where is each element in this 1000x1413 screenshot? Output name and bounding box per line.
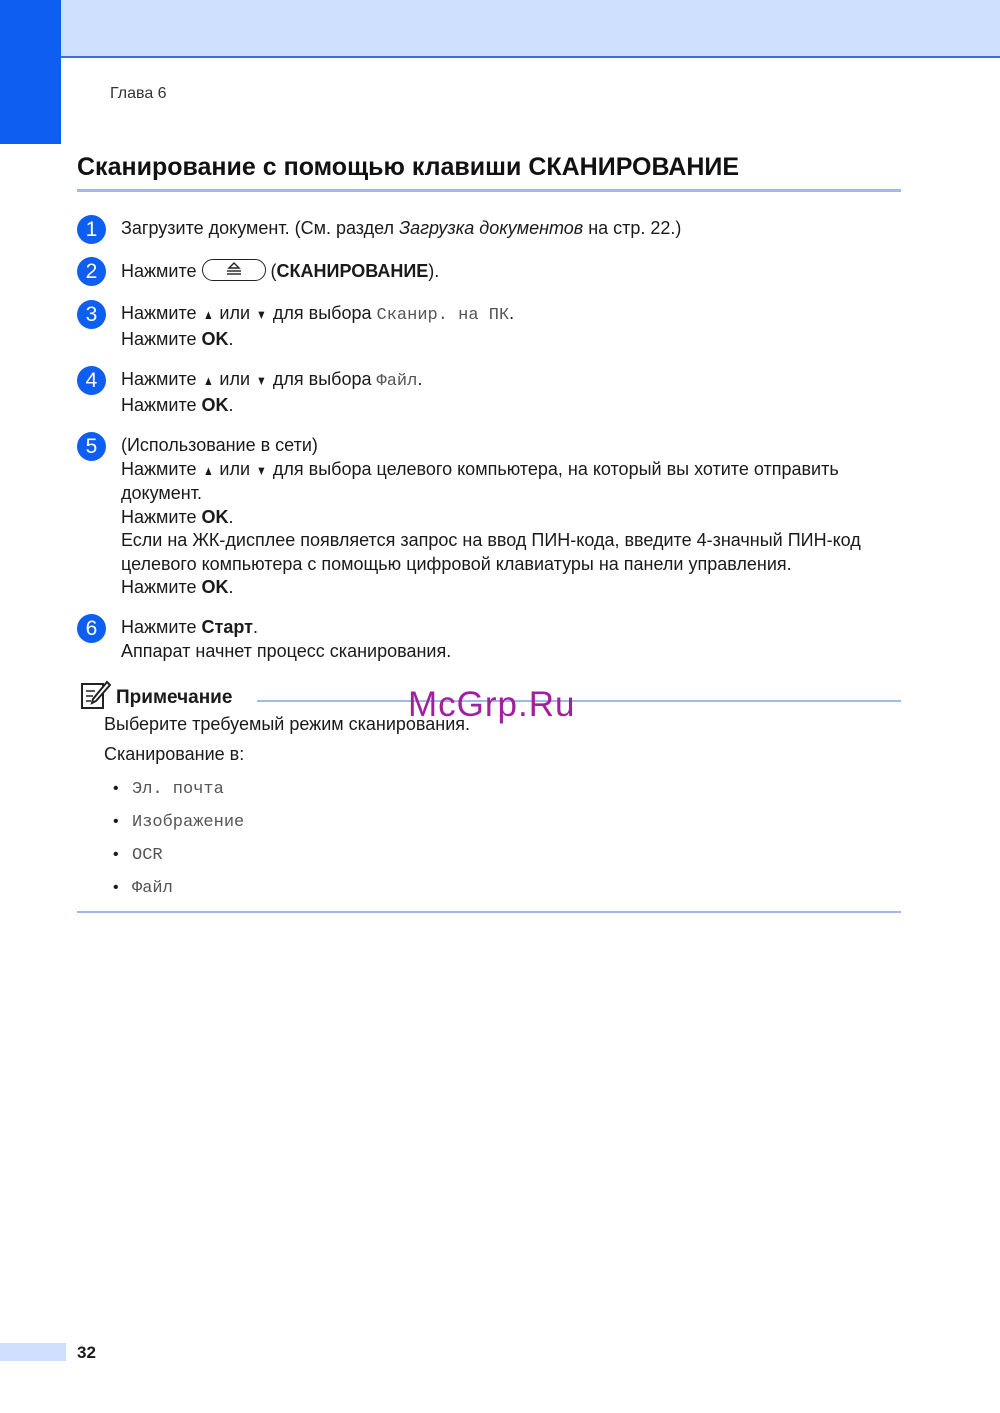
key-label: СКАНИРОВАНИЕ xyxy=(276,261,429,281)
step-text: Нажмите xyxy=(121,577,202,597)
step-number: 4 xyxy=(77,366,106,395)
step-text: Нажмите xyxy=(121,369,202,389)
step-text: для выбора xyxy=(267,369,377,389)
list-item xyxy=(113,879,173,898)
step-text: Нажмите xyxy=(121,261,202,281)
step-text: для выбора xyxy=(267,303,377,323)
bullet: • xyxy=(113,879,119,896)
step-6 xyxy=(77,616,901,663)
punctuation: . xyxy=(252,617,258,637)
step-text: Нажмите xyxy=(121,303,202,323)
list-item xyxy=(113,813,244,832)
scan-key-icon xyxy=(202,259,266,281)
step-2: 2 Нажмите (СКАНИРОВАНИЕ). xyxy=(77,259,901,284)
bullet: • xyxy=(113,780,119,797)
list-item xyxy=(113,846,163,865)
step-text: Если на ЖК-дисплее появляется запрос на ввод ПИН-кода, введите 4-значный ПИН-код целевого компьютера с помощью цифровой клавиатуры на панели управления. xyxy=(121,530,861,574)
step-text: на стр. 22.) xyxy=(583,218,682,238)
up-arrow-icon: ▲ xyxy=(202,462,214,478)
note-pencil-icon xyxy=(79,679,111,711)
ok-key-label: OK xyxy=(201,328,229,349)
step-3 xyxy=(77,302,901,351)
punctuation: . xyxy=(228,394,234,415)
punctuation: . xyxy=(417,369,423,389)
step-text: Нажмите xyxy=(121,617,202,637)
step-4 xyxy=(77,368,901,417)
note-title: Примечание xyxy=(116,687,233,708)
punctuation: . xyxy=(228,577,234,597)
step-text: Нажмите xyxy=(121,394,202,415)
punctuation: . xyxy=(228,328,234,349)
note-text: Выберите требуемый режим сканирования. xyxy=(104,714,471,734)
note-divider xyxy=(257,700,901,702)
step-number: 3 xyxy=(77,300,106,329)
list-item xyxy=(113,780,224,799)
bullet: • xyxy=(113,813,119,830)
watermark: McGrp.Ru xyxy=(408,685,576,724)
step-text: или xyxy=(214,303,256,323)
menu-option: Сканир. на ПК xyxy=(376,306,510,325)
step-link-text: Загрузка документов xyxy=(399,218,584,238)
step-text: или xyxy=(214,369,256,389)
step-text: Нажмите xyxy=(121,458,202,479)
punctuation: . xyxy=(509,303,515,323)
down-arrow-icon: ▼ xyxy=(256,462,267,478)
scan-target: Файл xyxy=(132,879,173,898)
footer-band xyxy=(0,1343,66,1361)
step-number: 1 xyxy=(77,215,106,244)
punctuation: . xyxy=(228,506,234,527)
ok-key-label: OK xyxy=(201,577,229,597)
note-text: Сканирование в: xyxy=(104,744,245,764)
note-end-divider xyxy=(77,911,901,913)
page-number: 32 xyxy=(77,1343,96,1362)
step-text: Загрузите документ. (См. раздел xyxy=(121,218,400,238)
start-key-label: Старт xyxy=(201,617,253,637)
scan-target: OCR xyxy=(132,846,163,865)
step-5 xyxy=(77,434,901,600)
page-title: Сканирование с помощью клавиши СКАНИРОВАНИЕ xyxy=(77,153,740,181)
scan-target: Эл. почта xyxy=(132,780,224,799)
bullet: • xyxy=(113,846,119,863)
step-text: Нажмите xyxy=(121,506,202,527)
chapter-tab xyxy=(0,0,61,144)
ok-key-label: OK xyxy=(201,506,229,527)
step-text: Нажмите xyxy=(121,328,202,349)
step-text: ). xyxy=(428,261,440,281)
menu-option: Файл xyxy=(376,372,418,391)
step-1 xyxy=(77,217,901,241)
step-text: или xyxy=(214,458,256,479)
up-arrow-icon: ▲ xyxy=(202,307,214,322)
step-number: 6 xyxy=(77,614,106,643)
step-number: 5 xyxy=(77,432,106,461)
scan-target: Изображение xyxy=(132,813,245,832)
step-text: Аппарат начнет процесс сканирования. xyxy=(121,640,452,661)
title-divider xyxy=(77,189,901,192)
up-arrow-icon: ▲ xyxy=(202,373,214,388)
step-text: (Использование в сети) xyxy=(121,435,318,455)
down-arrow-icon: ▼ xyxy=(256,307,267,322)
down-arrow-icon: ▼ xyxy=(256,373,267,388)
step-number: 2 xyxy=(77,257,106,286)
chapter-label: Глава 6 xyxy=(110,85,167,102)
step-text: для выбора целевого компьютера, на который вы хотите отправить документ. xyxy=(121,458,839,503)
ok-key-label: OK xyxy=(201,394,229,415)
header-band xyxy=(0,0,1000,58)
